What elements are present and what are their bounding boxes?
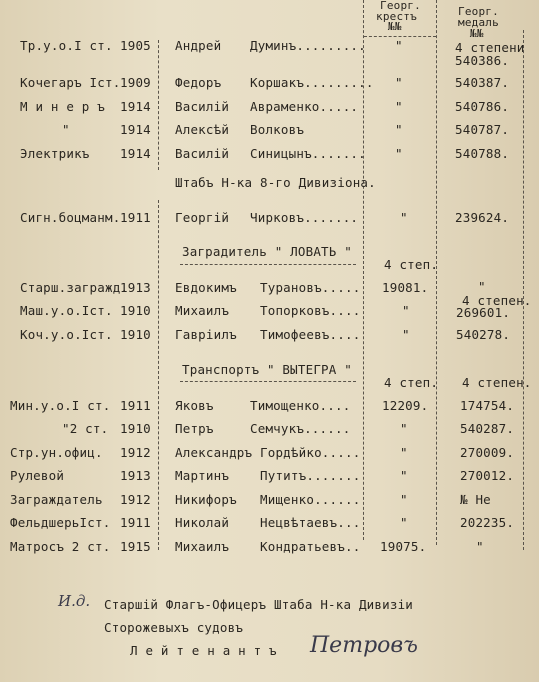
first-name: Мартинъ [175,468,230,483]
last-name: Турановъ..... [260,280,361,295]
medal-no: 540278. [456,327,511,342]
rank: М и н е р ъ [20,99,105,114]
column-rule-medal-right [523,30,524,550]
cross-no: " [395,122,403,137]
last-name: Гордѣйко..... [260,445,361,460]
last-name: Тимощенко.... [250,398,351,413]
year: 1914 [120,146,151,161]
last-name: Кондратьевъ.. [260,539,361,554]
last-name: Коршакъ......... [250,75,374,90]
medal-no: 4 степени [455,40,525,55]
cross-no: " [400,468,408,483]
year: 1905 [120,38,151,53]
column-rule-year-bottom [158,200,159,550]
cross-degree-head: 4 степ. [384,375,439,390]
signer-unit: Сторожевыхъ судовъ [104,620,244,635]
rank: Рулевой [10,468,65,483]
last-name: Волковъ [250,122,305,137]
rank: Маш.у.о.Iст. [20,303,113,318]
medal-no: 202235. [460,515,515,530]
first-name: Александръ [175,445,253,460]
rank: Сигн.боцманм. [20,210,121,225]
medal-no: 270009. [460,445,515,460]
last-name: Семчукъ...... [250,421,351,436]
column-rule-year-top [158,40,159,170]
medal-header-2: медаль [458,16,499,29]
year: 1910 [120,421,151,436]
first-name: Яковъ [175,398,214,413]
year: 1912 [120,492,151,507]
last-name: Топорковъ.... [260,303,361,318]
cross-no: " [400,445,408,460]
rank: Коч.у.о.Iст. [20,327,113,342]
year: 1913 [120,280,151,295]
year: 1910 [120,303,151,318]
rank: Мин.у.о.I ст. [10,398,111,413]
medal-degree-head: 4 степен. [462,375,532,390]
rank: "2 ст. [62,421,109,436]
medal-no: 540287. [460,421,515,436]
cross-no: " [395,38,403,53]
rank: Заграждатель [10,492,103,507]
section-rule [180,381,356,382]
medal-no: № Не [460,492,491,507]
rank: Тр.у.о.I ст. [20,38,113,53]
rank: Кочегаръ Iст. [20,75,121,90]
medal-no: " [478,279,486,294]
signer-rank: Л е й т е н а н т ъ [130,643,277,658]
last-name: Мищенко...... [260,492,361,507]
first-name: Андрей [175,38,222,53]
last-name: Нецвѣтаевъ... [260,515,361,530]
section-heading-vytegra: Транспортъ " ВЫТЕГРА " [182,362,352,377]
cross-no: " [402,327,410,342]
last-name: Чирковъ....... [250,210,359,225]
first-name: Алексѣй [175,122,230,137]
first-name: Георгій [175,210,230,225]
rank: Электрикъ [20,146,90,161]
last-name: Думинъ......... [250,38,366,53]
cross-no: " [400,421,408,436]
first-name: Михаилъ [175,303,230,318]
year: 1911 [120,398,151,413]
year: 1910 [120,327,151,342]
medal-no: 540786. [455,99,510,114]
year: 1915 [120,539,151,554]
handwritten-signature: Петровъ [310,633,418,658]
section-heading-staff: Штабъ Н-ка 8-го Дивизіона. [175,175,376,190]
rank: ФельдшерьIст. [10,515,111,530]
signer-title: Старшій Флагъ-Офицеръ Штаба Н-ка Дивизіи [104,597,414,612]
first-name: Петръ [175,421,214,436]
cross-no: " [395,99,403,114]
first-name: Гавріилъ [175,327,237,342]
medal-no: 269601. [456,305,511,320]
cross-no: " [395,75,403,90]
cross-no: " [402,303,410,318]
rank: " [62,122,70,137]
rank: Старш.загражд. [20,280,129,295]
last-name: Авраменко..... [250,99,359,114]
first-name: Евдокимъ [175,280,237,295]
cross-no: " [400,515,408,530]
cross-no: 12209. [382,398,429,413]
cross-header-2: крестъ [376,10,417,23]
year: 1912 [120,445,151,460]
year: 1913 [120,468,151,483]
medal-header-1: Георг. [458,5,499,18]
medal-degree-head: 4 степен. [462,293,532,308]
cross-header-3: №№ [388,20,402,33]
medal-no: 540387. [455,75,510,90]
cross-no: 19075. [380,539,427,554]
first-name: Михаилъ [175,539,230,554]
section-heading-lovat: Заградитель " ЛОВАТЬ " [182,244,352,259]
first-name: Федоръ [175,75,222,90]
cross-degree-head: 4 степ. [384,257,439,272]
section-rule [180,264,356,265]
medal-no: 239624. [455,210,510,225]
medal-header-3: №№ [470,27,484,40]
year: 1914 [120,122,151,137]
medal-no: 540386. [455,53,510,68]
cross-no: " [400,210,408,225]
first-name: Василій [175,99,230,114]
first-name: Николай [175,515,230,530]
cross-no: " [395,146,403,161]
medal-no: 174754. [460,398,515,413]
medal-no: 540787. [455,122,510,137]
acting-initials: И.д. [58,592,91,610]
first-name: Василій [175,146,230,161]
year: 1914 [120,99,151,114]
header-rule [364,36,436,37]
rank: Стр.ун.офиц. [10,445,103,460]
first-name: Никифоръ [175,492,237,507]
medal-no: " [476,539,484,554]
column-rule-cross-right [436,0,437,545]
year: 1911 [120,515,151,530]
medal-no: 540788. [455,146,510,161]
year: 1911 [120,210,151,225]
last-name: Тимофеевъ.... [260,327,361,342]
last-name: Путитъ....... [260,468,361,483]
cross-header-1: Георг. [380,0,421,12]
cross-no: " [400,492,408,507]
last-name: Синицынъ....... [250,146,366,161]
year: 1909 [120,75,151,90]
medal-no: 270012. [460,468,515,483]
cross-no: 19081. [382,280,429,295]
rank: Матросъ 2 ст. [10,539,111,554]
